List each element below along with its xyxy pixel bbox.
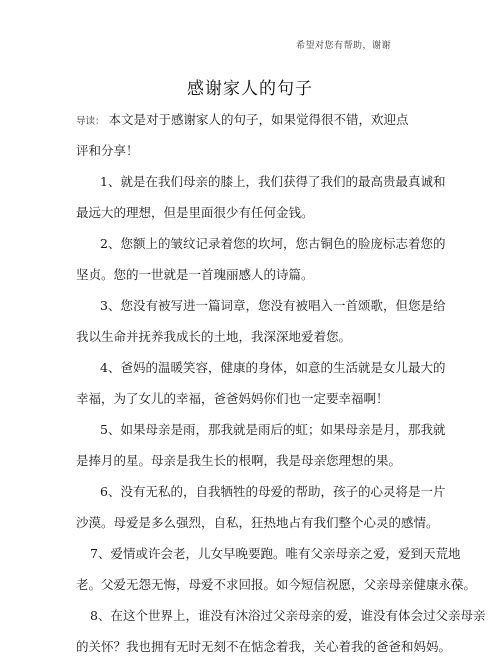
paragraph-line: 最远大的理想，但是里面很少有任何金钱。 bbox=[76, 205, 314, 220]
intro-line bbox=[76, 104, 436, 135]
paragraph-line: 我以生命并抚养我成长的土地，我深深地爱着您。 bbox=[76, 329, 352, 344]
paragraph-line: 7、爱情或许会老，儿女早晚要跑。唯有父亲母亲之爱，爱到天荒地 bbox=[90, 546, 461, 561]
paragraph-line: 4、爸妈的温暖笑容，健康的身体，如意的生活就是女儿最大的 bbox=[100, 360, 446, 375]
paragraph-line: 5、如果母亲是雨，那我就是雨后的虹；如果母亲是月，那我就 bbox=[100, 422, 446, 437]
paragraph-line: 坚贞。您的一世就是一首瑰丽感人的诗篇。 bbox=[76, 267, 314, 282]
paragraph-line: 老。父爱无怨无悔，母爱不求回报。如今短信祝愿，父亲母亲健康永葆。 bbox=[76, 577, 477, 592]
document-title: 感谢家人的句子 bbox=[187, 79, 313, 99]
intro-label: 导读： bbox=[76, 116, 105, 127]
paragraph-line: 2、您额上的皱纹记录着您的坎坷，您古铜色的脸庞标志着您的 bbox=[100, 236, 446, 251]
paragraph-line: 的关怀？我也拥有无时无刻不在惦念着我，关心着我的爸爸和妈妈。 bbox=[76, 639, 452, 654]
intro-text: 本文是对于感谢家人的句子，如果觉得很不错，欢迎点 bbox=[108, 112, 409, 127]
paragraph-line: 是捧月的星。母亲是我生长的根啊，我是母亲您理想的果。 bbox=[76, 453, 402, 468]
paragraph-line: 评和分享！ bbox=[76, 143, 139, 158]
paragraph-line: 幸福，为了女儿的幸福，爸爸妈妈你们也一定要幸福啊！ bbox=[76, 391, 389, 406]
paragraph-line: 沙漠。母爱是多么强烈，自私，狂热地占有我们整个心灵的感情。 bbox=[76, 515, 439, 530]
paragraph-line: 8、在这个世界上，谁没有沐浴过父亲母亲的爱，谁没有体会过父亲母亲 bbox=[90, 608, 486, 623]
paragraph-line: 6、没有无私的，自我牺牲的母爱的帮助，孩子的心灵将是一片 bbox=[100, 484, 446, 499]
paragraph-line: 3、您没有被写进一篇词章，您没有被唱入一首颂歌，但您是给 bbox=[100, 298, 446, 313]
paragraph-line: 1、就是在我们母亲的膝上，我们获得了我们的最高贵最真诚和 bbox=[100, 174, 446, 189]
header-note: 希望对您有帮助，谢谢 bbox=[296, 41, 392, 51]
document-body bbox=[76, 104, 486, 662]
